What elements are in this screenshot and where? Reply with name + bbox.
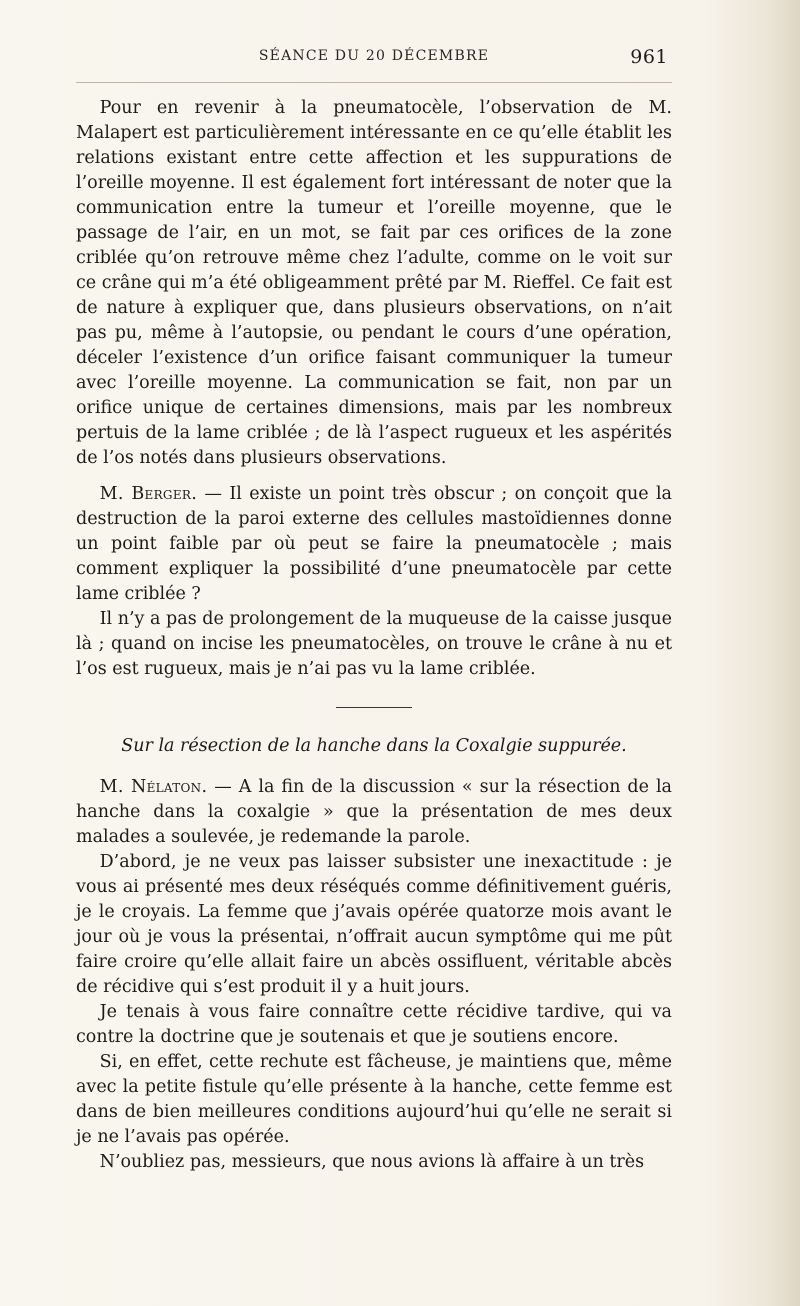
paragraph-nelaton-1 (76, 775, 672, 850)
paragraph-berger-1 (76, 482, 672, 607)
speaker-berger: M. Berger. (99, 484, 198, 504)
running-header (76, 46, 672, 76)
paragraph-berger-2: Il n’y a pas de prolongement de la muqueuse de la caisse jusque là ; quand on incise les pneumatocèles, on trouve le crâne à nu et l’os est rugueux, mais je n’ai pas vu la lame criblée. (76, 609, 672, 679)
paragraph-nelaton-2: D’abord, je ne veux pas laisser subsister une inexactitude : je vous ai présenté mes deux réséqués comme définitivement guéris, je le croyais. La femme que j’avais opérée quatorze mois avant le jour où je vous la présentai, n’offrait aucun symptôme qui me pût faire croire qu’elle allait faire un abcès ossifluent, véritable abcès de récidive qui s’est produit il y a huit jours. (76, 852, 672, 997)
running-title: SÉANCE DU 20 DÉCEMBRE (258, 48, 490, 64)
paragraph-nelaton-5: N’oubliez pas, messieurs, que nous avions là affaire à un très (99, 1152, 645, 1172)
section-pneumatocele (76, 96, 672, 471)
section-title: Sur la résection de la hanche dans la Coxalgie suppurée. (121, 736, 627, 756)
paragraph-nelaton-3: Je tenais à vous faire connaître cette récidive tardive, qui va contre la doctrine que je soutenais et que je soutiens encore. (76, 1002, 672, 1047)
section-hip-resection (76, 775, 672, 1175)
section-divider (336, 707, 412, 708)
header-rule (76, 82, 672, 83)
paragraph-nelaton-1-text: — A la fin de la discussion « sur la résection de la hanche dans la coxalgie » que la présentation de mes deux malades a soulevée, je redemande la parole. (76, 777, 672, 847)
speaker-nelaton: M. Nélaton. (99, 777, 208, 797)
paragraph-nelaton-4: Si, en effet, cette rechute est fâcheuse, je maintiens que, même avec la petite fistule qu’elle présente à la hanche, cette femme est dans de bien meilleures conditions aujourd’hui qu’elle ne serait si je ne l’avais pas opérée. (76, 1052, 672, 1147)
page-number: 961 (630, 46, 668, 68)
paragraph-malapert-observation: Pour en revenir à la pneumatocèle, l’observation de M. Malapert est particulièrement intéressante en ce qu’elle établit les relations existant entre cette affection et les suppurations de l’oreille moyenne. Il est également fort intéressant de noter que la communication entre la tumeur et l’oreille moyenne, que le passage de l’air, en un mot, se fait par ces orifices de la zone criblée qu’on retrouve même chez l’adulte, comme on le voit sur ce crâne qui m’a été obligeamment prêté par M. Rieffel. Ce fait est de nature à expliquer que, dans plusieurs observations, on n’ait pas pu, même à l’autopsie, ou pendant le cours d’une opération, déceler l’existence d’un orifice faisant communiquer la tumeur avec l’oreille moyenne. La communication se fait, non par un orifice unique de certaines dimensions, mais par les nombreux pertuis de la lame criblée ; de là l’aspect rugueux et les aspérités de l’os notés dans plusieurs observations. (76, 98, 672, 468)
paragraph-berger-1-text: — Il existe un point très obscur ; on conçoit que la destruction de la paroi externe des cellules mastoïdiennes donne un point faible par où peut se faire la pneumatocèle ; mais comment expliquer la possibilité d’une pneumatocèle par cette lame criblée ? (76, 484, 672, 604)
section-berger-remarks (76, 482, 672, 682)
